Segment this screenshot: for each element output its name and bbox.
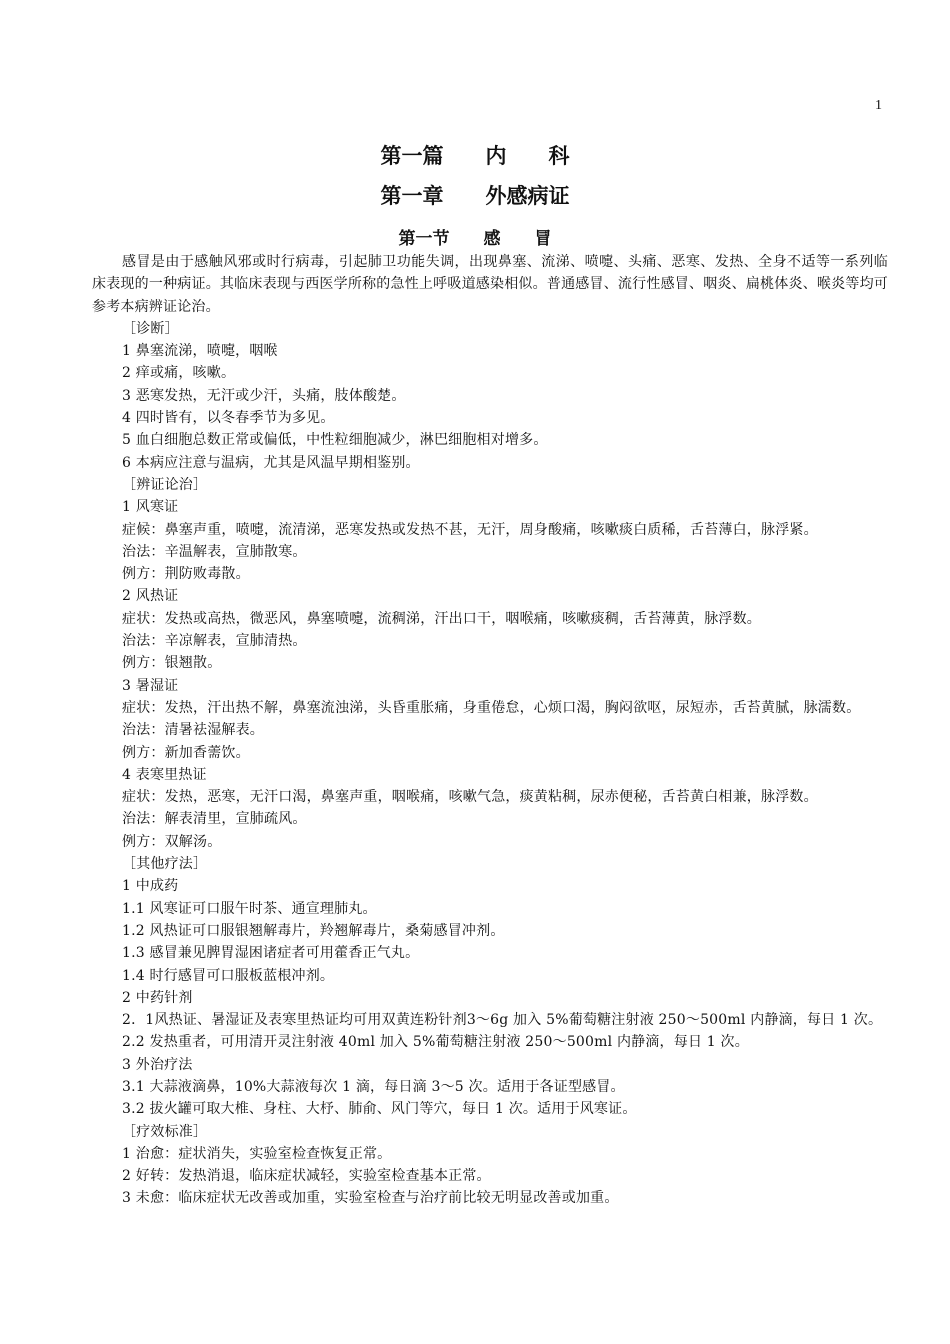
list-item: 4 四时皆有，以冬春季节为多见。 — [122, 410, 335, 427]
page-number: 1 — [875, 98, 882, 113]
title-block — [0, 136, 950, 256]
list-item: 治法：清暑祛湿解表。 — [122, 722, 264, 739]
heading-diagnosis: ［诊断］ — [122, 320, 179, 337]
list-item: 例方：荆防败毒散。 — [122, 566, 250, 583]
list-item: 1.4 时行感冒可口服板蓝根冲剂。 — [122, 967, 335, 984]
list-item: 2．1风热证、暑湿证及表寒里热证均可用双黄连粉针剂3～6g 加入 5%葡萄糖注射液 250～500ml 内静滴，每日 1 次。 — [122, 1012, 883, 1029]
part-title: 第一篇 内 科 — [380, 144, 570, 168]
list-item: 症候：鼻塞声重，喷嚏，流清涕，恶寒发热或发热不甚，无汗，周身酸痛，咳嗽痰白质稀，舌苔薄白，脉浮紧。 — [122, 521, 818, 538]
list-item: 症状：发热，汗出热不解，鼻塞流浊涕，头昏重胀痛，身重倦怠，心烦口渴，胸闷欲呕，尿短赤，舌苔黄腻，脉濡数。 — [122, 699, 861, 716]
list-item: 5 血白细胞总数正常或偏低，中性粒细胞减少，淋巴细胞相对增多。 — [122, 432, 548, 449]
list-item: 4 表寒里热证 — [122, 766, 207, 783]
list-item: 1 治愈：症状消失，实验室检查恢复正常。 — [122, 1145, 392, 1162]
list-item: 2 痒或痛，咳嗽。 — [122, 365, 236, 382]
list-item: 2.2 发热重者，可用清开灵注射液 40ml 加入 5%葡萄糖注射液 250～500ml 内静滴，每日 1 次。 — [122, 1034, 749, 1051]
list-item: 3 未愈：临床症状无改善或加重，实验室检查与治疗前比较无明显改善或加重。 — [122, 1190, 619, 1207]
list-item: 1.2 风热证可口服银翘解毒片，羚翘解毒片，桑菊感冒冲剂。 — [122, 922, 505, 939]
list-item: 症状：发热或高热，微恶风，鼻塞喷嚏，流稠涕，汗出口干，咽喉痛，咳嗽痰稠，舌苔薄黄，脉浮数。 — [122, 610, 761, 627]
list-item: 2 中药针剂 — [122, 989, 193, 1006]
list-item: 治法：辛凉解表，宣肺清热。 — [122, 633, 307, 650]
list-item: 1 鼻塞流涕，喷嚏，咽喉 — [122, 343, 278, 360]
list-item: 症状：发热，恶寒，无汗口渴，鼻塞声重，咽喉痛，咳嗽气急，痰黄粘稠，尿赤便秘，舌苔黄白相兼，脉浮数。 — [122, 789, 818, 806]
list-item: 3.2 拔火罐可取大椎、身柱、大杼、肺俞、风门等穴，每日 1 次。适用于风寒证。 — [122, 1101, 637, 1118]
list-item: 3.1 大蒜液滴鼻，10%大蒜液每次 1 滴，每日滴 3～5 次。适用于各证型感冒。 — [122, 1078, 625, 1095]
list-item: 2 好转：发热消退，临床症状减轻，实验室检查基本正常。 — [122, 1168, 491, 1185]
list-item: 3 恶寒发热，无汗或少汗，头痛，肢体酸楚。 — [122, 387, 406, 404]
list-item: 2 风热证 — [122, 588, 179, 605]
list-item: 6 本病应注意与温病，尤其是风温早期相鉴别。 — [122, 454, 420, 471]
list-item: 例方：银翘散。 — [122, 655, 222, 672]
list-item: 治法：解表清里，宣肺疏风。 — [122, 811, 307, 828]
list-item: 1 中成药 — [122, 878, 179, 895]
list-item: 治法：辛温解表，宣肺散寒。 — [122, 543, 307, 560]
list-item: 3 暑湿证 — [122, 677, 179, 694]
section-title: 第一节 感 冒 — [398, 229, 552, 249]
chapter-title: 第一章 外感病证 — [380, 184, 570, 208]
heading-other-therapies: ［其他疗法］ — [122, 856, 208, 873]
list-item: 1.3 感冒兼见脾胃湿困诸症者可用藿香正气丸。 — [122, 945, 420, 962]
list-item: 例方：新加香薷饮。 — [122, 744, 250, 761]
document-body — [92, 251, 888, 1210]
list-item: 3 外治疗法 — [122, 1056, 193, 1073]
list-item: 例方：双解汤。 — [122, 833, 222, 850]
list-item: 1.1 风寒证可口服午时茶、通宣理肺丸。 — [122, 900, 377, 917]
heading-treatment: ［辨证论治］ — [122, 476, 208, 493]
intro-paragraph: 感冒是由于感触风邪或时行病毒，引起肺卫功能失调，出现鼻塞、流涕、喷嚏、头痛、恶寒、发热、全身不适等一系列临床表现的一种病证。其临床表现与西医学所称的急性上呼吸道感染相似。普通感冒、流行性感冒、咽炎、扁桃体炎、喉炎等均可参考本病辨证论治。 — [92, 254, 888, 315]
list-item: 1 风寒证 — [122, 499, 179, 516]
heading-efficacy-criteria: ［疗效标准］ — [122, 1123, 208, 1140]
